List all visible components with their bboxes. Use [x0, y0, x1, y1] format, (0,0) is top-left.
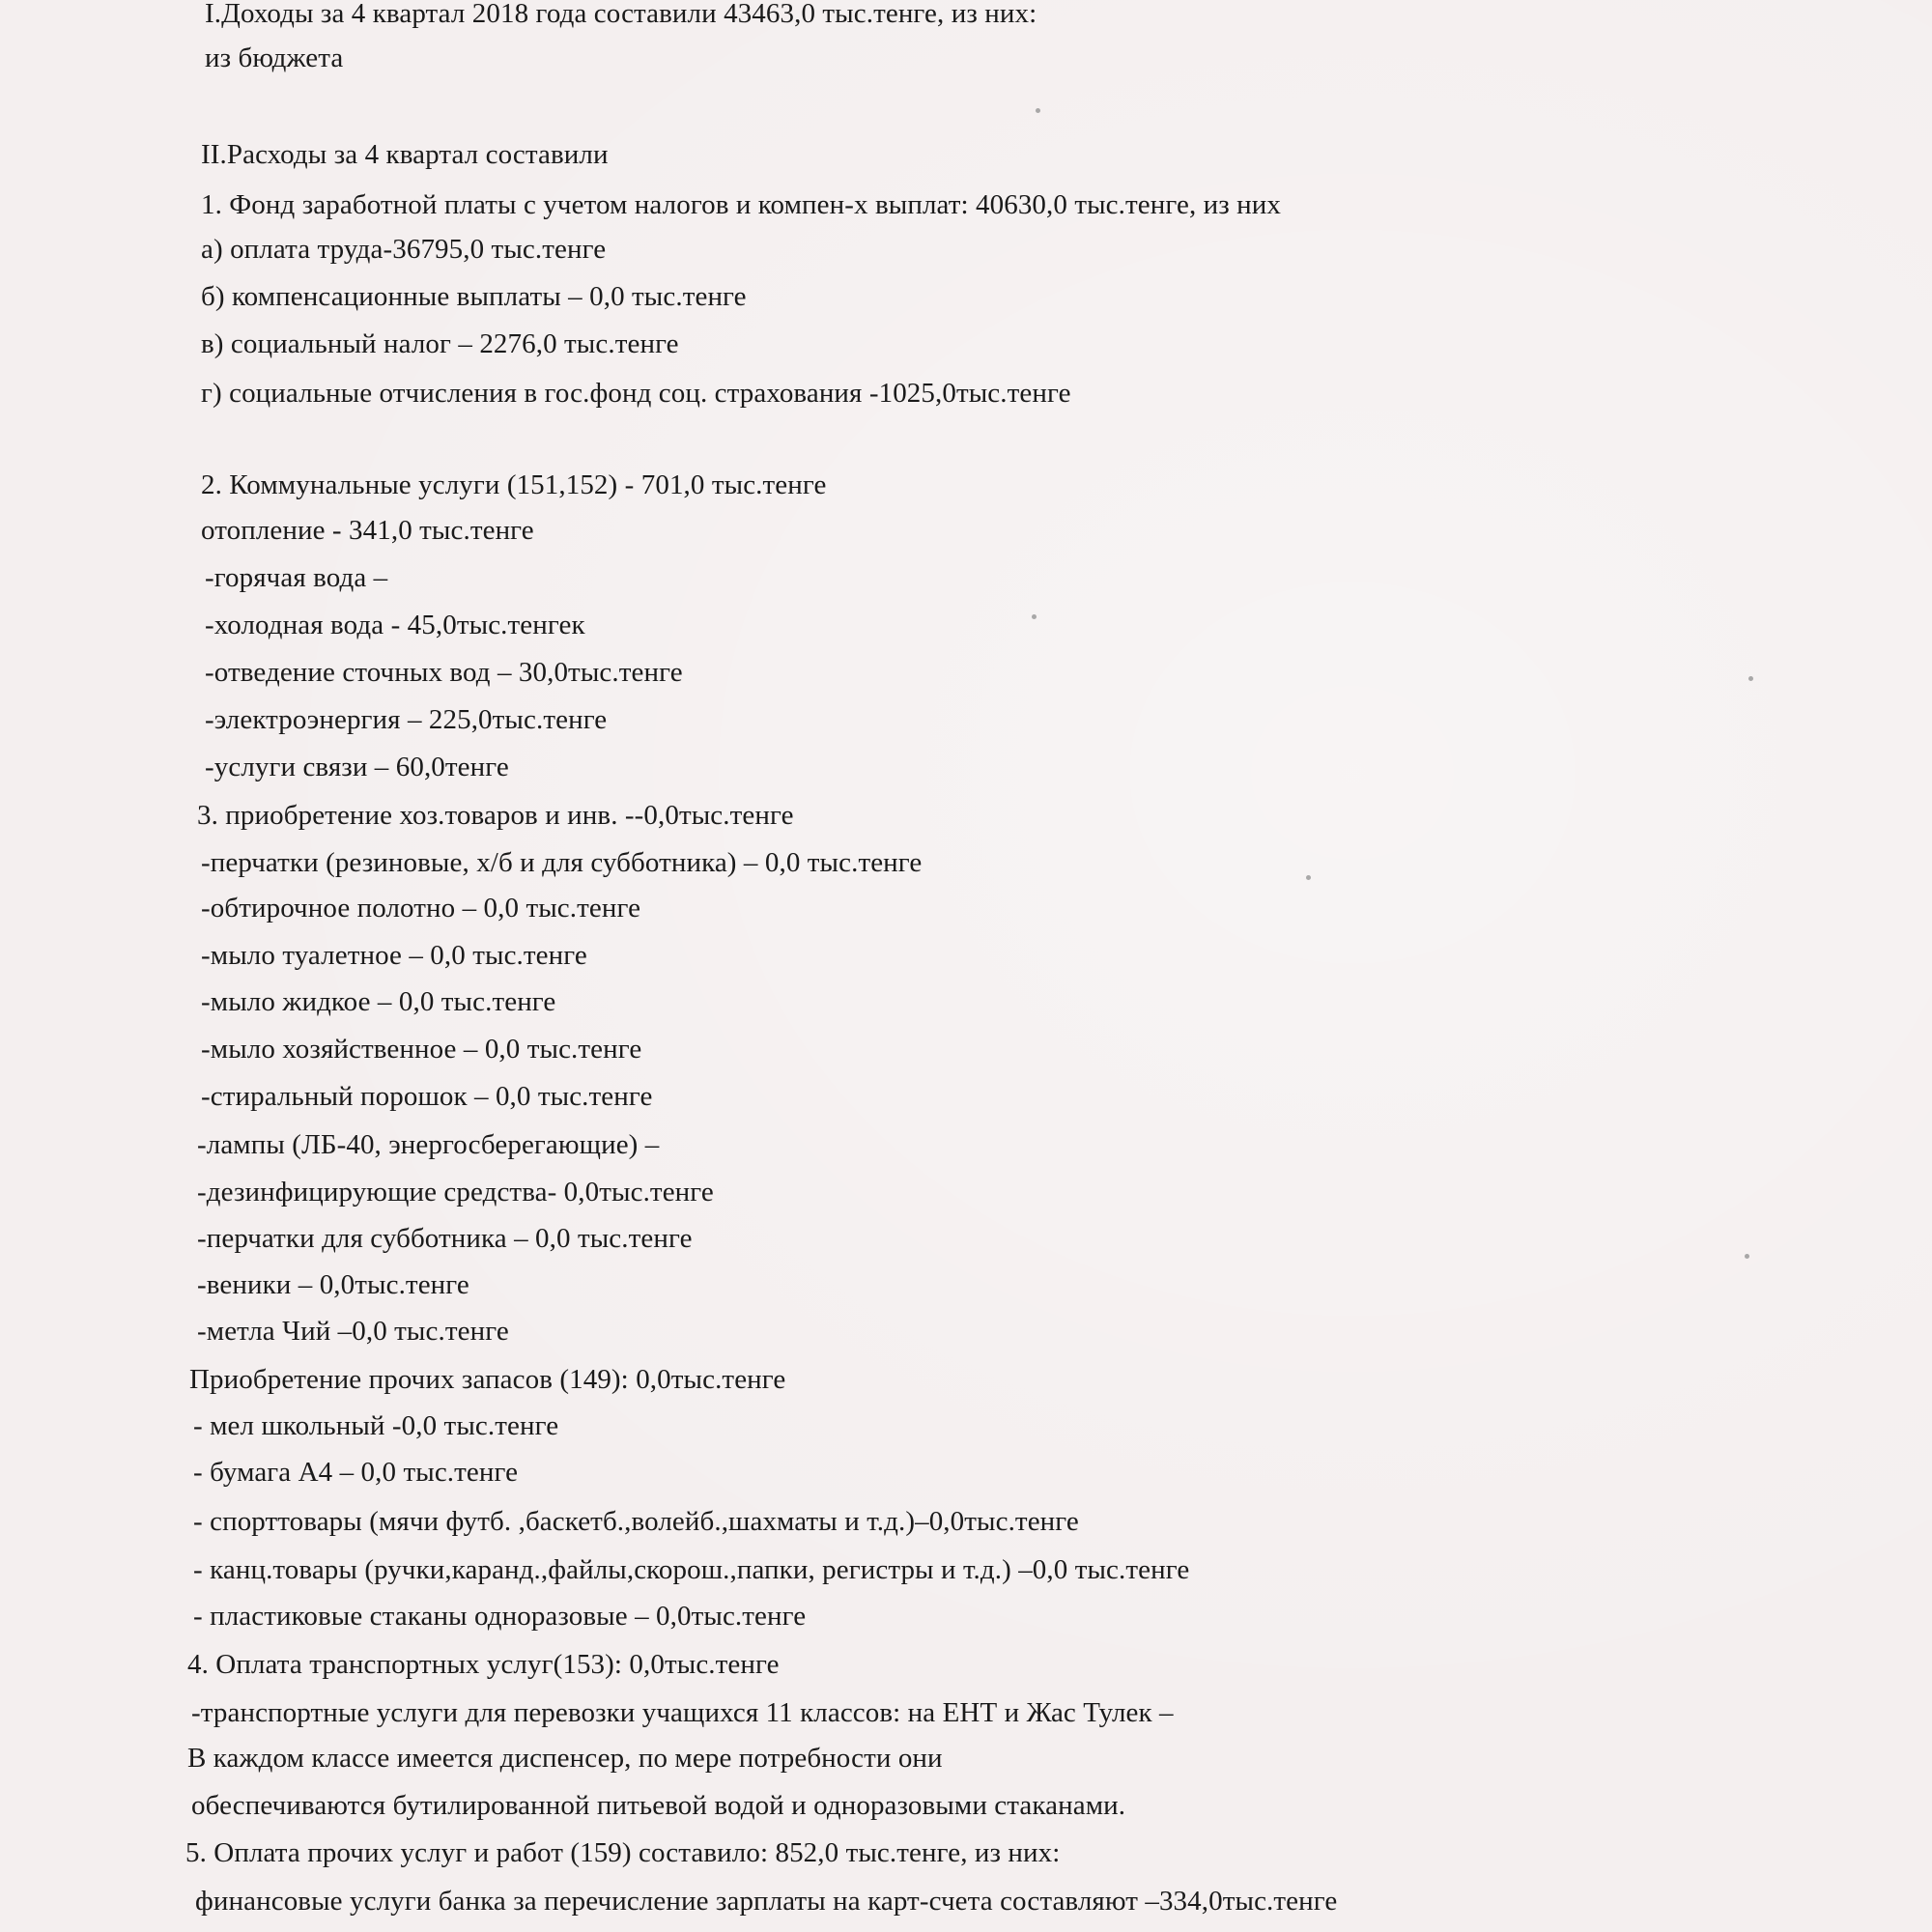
supplies-chalk: - мел школьный -0,0 тыс.тенге: [193, 1410, 559, 1441]
other-supplies-heading: Приобретение прочих запасов (149): 0,0тыс.тенге: [189, 1364, 786, 1395]
social-tax: в) социальный налог – 2276,0 тыс.тенге: [201, 328, 679, 359]
scan-speck: [1306, 875, 1311, 880]
utility-electricity: -электроэнергия – 225,0тыс.тенге: [205, 704, 608, 735]
goods-gloves: -перчатки (резиновые, х/б и для субботника) – 0,0 тыс.тенге: [201, 847, 923, 878]
goods-chiy-broom: -метла Чий –0,0 тыс.тенге: [197, 1316, 509, 1347]
payroll-fund: 1. Фонд заработной платы с учетом налогов и компен-х выплат: 40630,0 тыс.тенге, из них: [201, 189, 1282, 220]
goods-brooms: -веники – 0,0тыс.тенге: [197, 1269, 469, 1300]
supplies-sports: - спорттовары (мячи футб. ,баскетб.,волейб.,шахматы и т.д.)–0,0тыс.тенге: [193, 1506, 1079, 1537]
compensation-payments: б) компенсационные выплаты – 0,0 тыс.тенге: [201, 281, 747, 312]
scan-speck: [1036, 108, 1040, 113]
goods-cleanup-gloves: -перчатки для субботника – 0,0 тыс.тенге: [197, 1223, 693, 1254]
goods-liquid-soap: -мыло жидкое – 0,0 тыс.тенге: [201, 986, 556, 1017]
goods-toilet-soap: -мыло туалетное – 0,0 тыс.тенге: [201, 940, 587, 971]
utility-cold-water: -холодная вода - 45,0тыс.тенгек: [205, 610, 585, 640]
scan-speck: [1745, 1254, 1749, 1259]
household-goods-heading: 3. приобретение хоз.товаров и инв. --0,0тыс.тенге: [197, 800, 794, 831]
scan-speck: [1748, 676, 1753, 681]
utility-heating: отопление - 341,0 тыс.тенге: [201, 515, 534, 546]
goods-disinfectants: -дезинфицирующие средства- 0,0тыс.тенге: [197, 1177, 714, 1208]
goods-washing-powder: -стиральный порошок – 0,0 тыс.тенге: [201, 1081, 653, 1112]
supplies-paper: - бумага А4 – 0,0 тыс.тенге: [193, 1457, 519, 1488]
utility-sewage: -отведение сточных вод – 30,0тыс.тенге: [205, 657, 683, 688]
income-heading: I.Доходы за 4 квартал 2018 года составили 43463,0 тыс.тенге, из них:: [205, 0, 1037, 29]
expenses-heading: II.Расходы за 4 квартал составили: [201, 139, 609, 170]
utility-hot-water: -горячая вода –: [205, 562, 388, 593]
supplies-stationery: - канц.товары (ручки,каранд.,файлы,скорош.,папки, регистры и т.д.) –0,0 тыс.тенге: [193, 1554, 1190, 1585]
bank-services: финансовые услуги банка за перечисление зарплаты на карт-счета составляют –334,0тыс.тенге: [195, 1886, 1338, 1917]
income-source: из бюджета: [205, 43, 344, 73]
supplies-plastic-cups: - пластиковые стаканы одноразовые – 0,0тыс.тенге: [193, 1601, 807, 1632]
dispenser-note: В каждом классе имеется диспенсер, по мере потребности они: [187, 1743, 943, 1774]
utility-communication: -услуги связи – 60,0тенге: [205, 752, 509, 782]
goods-lamps: -лампы (ЛБ-40, энергосберегающие) –: [197, 1129, 660, 1160]
labor-payment: а) оплата труда-36795,0 тыс.тенге: [201, 234, 607, 265]
utilities-heading: 2. Коммунальные услуги (151,152) - 701,0 тыс.тенге: [201, 469, 827, 500]
transport-heading: 4. Оплата транспортных услуг(153): 0,0тыс.тенге: [187, 1649, 780, 1680]
transport-services: -транспортные услуги для перевозки учащихся 11 классов: на ЕНТ и Жас Тулек –: [191, 1697, 1174, 1728]
goods-household-soap: -мыло хозяйственное – 0,0 тыс.тенге: [201, 1034, 642, 1065]
goods-wiping-cloth: -обтирочное полотно – 0,0 тыс.тенге: [201, 893, 641, 923]
social-contributions: г) социальные отчисления в гос.фонд соц. страхования -1025,0тыс.тенге: [201, 378, 1071, 409]
scan-speck: [1032, 614, 1037, 619]
other-services-heading: 5. Оплата прочих услуг и работ (159) составило: 852,0 тыс.тенге, из них:: [185, 1837, 1061, 1868]
dispenser-note-cont: обеспечиваются бутилированной питьевой водой и одноразовыми стаканами.: [191, 1790, 1126, 1821]
